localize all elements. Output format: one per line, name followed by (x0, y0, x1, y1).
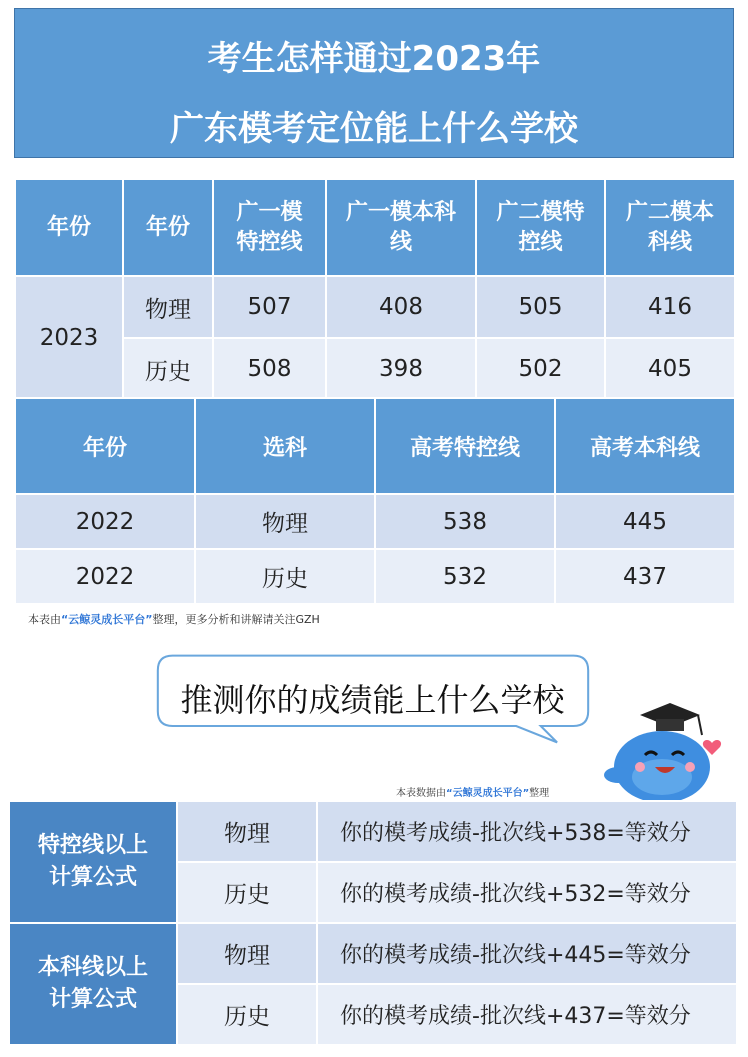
column-header: 年份 (15, 398, 195, 494)
column-header: 高考特控线 (375, 398, 555, 494)
column-header-text: 广一模本科线 (345, 199, 456, 255)
table-header-row (15, 398, 735, 494)
table-header-row (15, 179, 735, 276)
year-cell: 2023 (15, 276, 123, 400)
subject-cell: 历史 (177, 984, 317, 1045)
column-header: 选科 (195, 398, 375, 494)
note-suffix: 整理，更多分析和讲解请关注GZH (152, 613, 320, 626)
column-header-text: 广二模特控线 (496, 199, 585, 255)
value-cell: 507 (213, 276, 326, 338)
column-header-text: 广一模特控线 (236, 199, 303, 255)
subject-cell: 历史 (195, 549, 375, 604)
value-cell: 445 (555, 494, 735, 549)
table-row (9, 923, 737, 984)
subject-cell: 物理 (195, 494, 375, 549)
source-note (28, 611, 320, 627)
note-suffix: 整理 (529, 788, 550, 799)
formula-group-label (9, 923, 177, 1045)
subject-cell: 物理 (123, 276, 213, 338)
subject-cell: 历史 (177, 862, 317, 923)
brand-name: “云鲸灵成长平台” (61, 613, 153, 626)
formula-cell: 你的模考成绩-批次线+538=等效分 (317, 801, 737, 862)
graduation-cap-icon (640, 703, 702, 735)
bubble-text: 推测你的成绩能上什么学校 (180, 681, 565, 719)
value-cell: 538 (375, 494, 555, 549)
group-label-text: 本科线以上计算公式 (37, 955, 148, 1012)
value-cell: 408 (326, 276, 476, 338)
value-cell: 505 (476, 276, 605, 338)
title-line-2: 广东模考定位能上什么学校 (170, 109, 578, 149)
note-prefix: 本表数据由 (396, 788, 446, 799)
table-row (15, 338, 735, 400)
equivalent-score-formula-table (8, 800, 738, 1046)
value-cell: 398 (326, 338, 476, 400)
year-cell: 2022 (15, 494, 195, 549)
value-cell: 405 (605, 338, 735, 400)
gaokao-lines-table (14, 397, 736, 605)
group-label-text: 特控线以上计算公式 (37, 833, 148, 890)
formula-cell: 你的模考成绩-批次线+445=等效分 (317, 923, 737, 984)
title-line-1: 考生怎样通过2023年 (207, 39, 541, 79)
mascot-whale-icon (600, 695, 730, 805)
value-cell: 502 (476, 338, 605, 400)
data-source-note (396, 784, 549, 799)
subject-cell: 历史 (123, 338, 213, 400)
column-header: 高考本科线 (555, 398, 735, 494)
subject-cell: 物理 (177, 801, 317, 862)
table-row (15, 494, 735, 549)
table-row (9, 801, 737, 862)
value-cell: 416 (605, 276, 735, 338)
column-header: 年份 (15, 179, 123, 276)
formula-cell: 你的模考成绩-批次线+532=等效分 (317, 862, 737, 923)
mock-exam-lines-table (14, 178, 736, 401)
value-cell: 532 (375, 549, 555, 604)
table-row (15, 276, 735, 338)
formula-group-label (9, 801, 177, 923)
table-row (15, 549, 735, 604)
year-cell: 2022 (15, 549, 195, 604)
column-header (213, 179, 326, 276)
value-cell: 437 (555, 549, 735, 604)
note-prefix: 本表由 (28, 613, 61, 626)
column-header-text: 广二模本科线 (625, 199, 714, 255)
subject-cell: 物理 (177, 923, 317, 984)
column-header (326, 179, 476, 276)
title-banner (14, 8, 734, 158)
column-header: 年份 (123, 179, 213, 276)
formula-cell: 你的模考成绩-批次线+437=等效分 (317, 984, 737, 1045)
column-header (605, 179, 735, 276)
column-header (476, 179, 605, 276)
brand-name: “云鲸灵成长平台” (446, 788, 530, 799)
value-cell: 508 (213, 338, 326, 400)
